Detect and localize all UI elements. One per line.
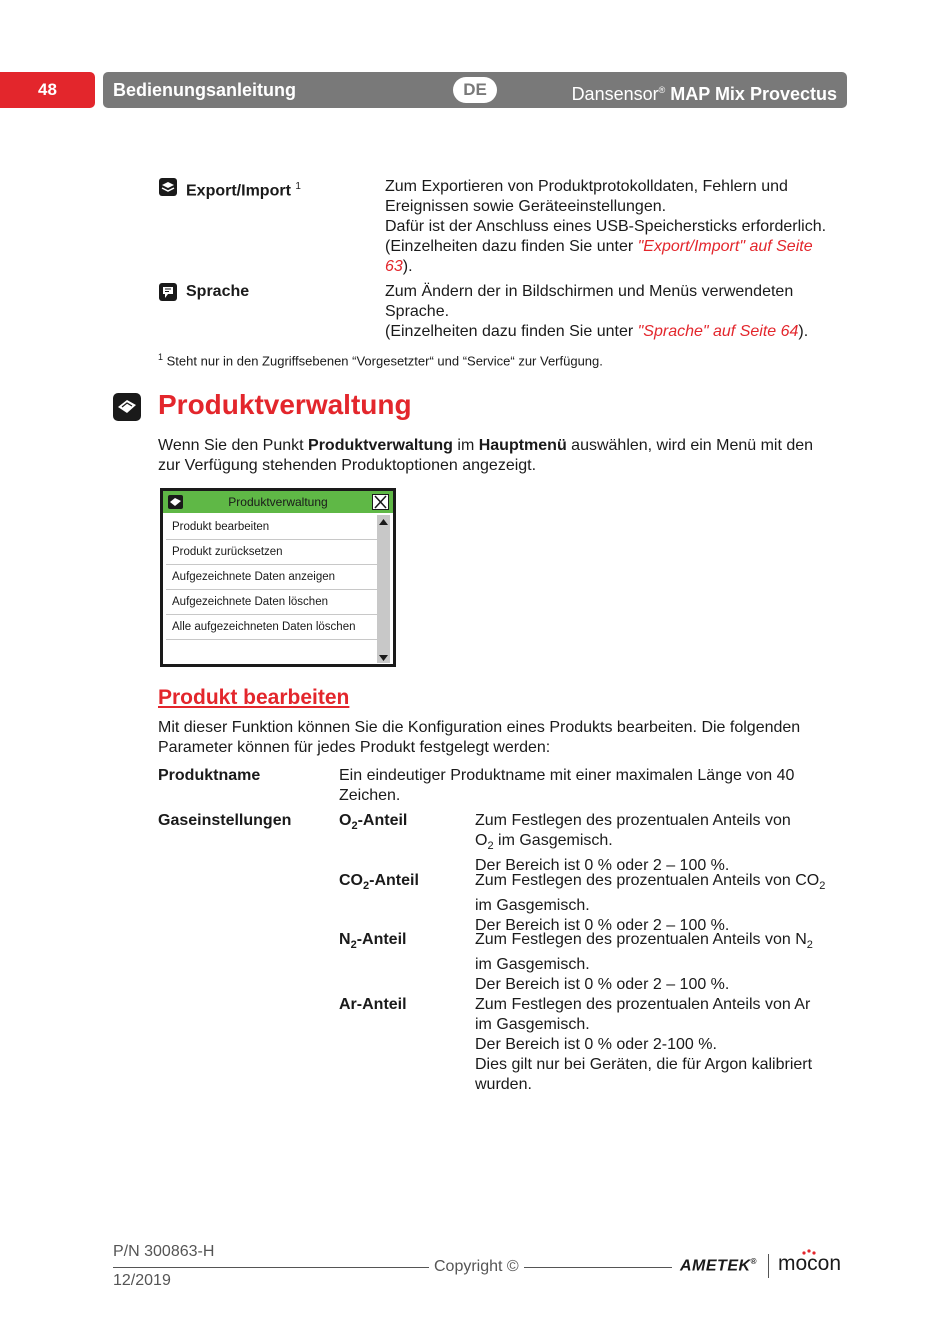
menu-item-delete-data[interactable]: Aufgezeichnete Daten löschen bbox=[166, 590, 378, 615]
device-screen bbox=[160, 488, 396, 667]
gas-label-o2: $O_2$-Anteil bbox=[339, 812, 408, 833]
menu-item-view-data[interactable]: Aufgezeichnete Daten anzeigen bbox=[166, 565, 378, 590]
option-label-export-import: Export/Import $^1$ bbox=[186, 181, 301, 200]
footer-copyright: Copyright © bbox=[434, 1258, 519, 1275]
brand-reg: ® bbox=[658, 85, 666, 95]
subsection-title: Produkt bearbeiten bbox=[158, 686, 350, 709]
gas-label-ar: Ar-Anteil bbox=[339, 996, 407, 1013]
footer-divider-left bbox=[113, 1267, 429, 1268]
menu-item-delete-all-data[interactable]: Alle aufgezeichneten Daten löschen bbox=[166, 615, 378, 640]
language-icon bbox=[159, 283, 177, 301]
link-export-import-page[interactable]: 63 bbox=[385, 258, 403, 275]
option-desc-export-import: Zum Exportieren von Produktprotokolldaten, Fehlern und Ereignissen sowie Geräteeinstellungen. Dafür ist der Anschluss eines USB-Speichersticks erforderlich. (Einzelheiten dazu finden Sie unter "Export/Import" auf Seite 63). bbox=[385, 178, 827, 275]
product-name: MAP Mix Provectus bbox=[670, 84, 837, 104]
scroll-up-icon[interactable] bbox=[377, 515, 390, 527]
footer-logo-separator bbox=[768, 1254, 769, 1278]
mocon-logo: mocon bbox=[778, 1252, 842, 1275]
footer-divider-right bbox=[524, 1267, 672, 1268]
close-icon[interactable] bbox=[372, 494, 389, 510]
screen-title: Produktverwaltung bbox=[228, 495, 328, 509]
footnote: $^1$ Steht nur in den Zugriffsebenen “Vorgesetzter“ und “Service“ zur Verfügung. bbox=[158, 352, 603, 369]
section-intro: Wenn Sie den Punkt Produktverwaltung im Hauptmenü auswählen, wird ein Menü mit den zur Verfügung stehenden Produktoptionen angezeigt. bbox=[158, 437, 814, 474]
scroll-down-icon[interactable] bbox=[377, 651, 390, 663]
footer-part-number: P/N 300863-H bbox=[113, 1243, 215, 1260]
header-title: Bedienungsanleitung bbox=[113, 80, 297, 100]
header-product bbox=[572, 72, 837, 112]
language-badge: DE bbox=[453, 77, 497, 103]
screen-menu-list bbox=[166, 515, 378, 640]
subsection-intro: Mit dieser Funktion können Sie die Konfiguration eines Produkts bearbeiten. Die folgenden Parameter können für jedes Produkt festgelegt werden: bbox=[158, 719, 801, 756]
product-management-icon bbox=[113, 393, 141, 421]
gas-desc-co2: Zum Festlegen des prozentualen Anteils von $CO_2$ im Gasgemisch. Der Bereich ist 0 % oder 2 – 100 %. bbox=[475, 872, 826, 935]
section-title: Produktverwaltung bbox=[158, 389, 412, 420]
menu-item-reset-product[interactable]: Produkt zurücksetzen bbox=[166, 540, 378, 565]
gas-desc-o2: Zum Festlegen des prozentualen Anteils von $O_2$ im Gasgemisch. Der Bereich ist 0 % oder 2 – 100 %. bbox=[475, 812, 791, 875]
export-import-icon bbox=[159, 178, 177, 196]
header-bar bbox=[103, 72, 847, 108]
page-number: 48 bbox=[0, 72, 95, 108]
param-label-gas: Gaseinstellungen bbox=[158, 812, 292, 829]
param-label-name: Produktname bbox=[158, 767, 261, 784]
footer-date: 12/2019 bbox=[113, 1272, 171, 1289]
scrollbar[interactable] bbox=[377, 515, 390, 663]
gas-desc-ar: Zum Festlegen des prozentualen Anteils von Ar im Gasgemisch. Der Bereich ist 0 % oder 2-100 %. Dies gilt nur bei Geräten, die für Argon kalibriert wurden. bbox=[475, 996, 813, 1093]
gas-desc-n2: Zum Festlegen des prozentualen Anteils von $N_2$ im Gasgemisch. Der Bereich ist 0 % oder 2 – 100 %. bbox=[475, 931, 813, 994]
link-language[interactable]: "Sprache" auf Seite 64 bbox=[637, 323, 799, 340]
ametek-logo: AMETEK® bbox=[680, 1257, 757, 1275]
param-desc-name: Ein eindeutiger Produktname mit einer maximalen Länge von 40 Zeichen. bbox=[339, 767, 795, 804]
gas-label-co2: $CO_2$-Anteil bbox=[339, 872, 419, 893]
screen-title-bar bbox=[163, 491, 393, 513]
brand-name: Dansensor bbox=[571, 84, 659, 104]
option-label-language: Sprache bbox=[186, 283, 250, 300]
gas-label-n2: $N_2$-Anteil bbox=[339, 931, 407, 952]
menu-item-edit-product[interactable]: Produkt bearbeiten bbox=[166, 515, 378, 540]
option-desc-language: Zum Ändern der in Bildschirmen und Menüs verwendeten Sprache. (Einzelheiten dazu finden Sie unter "Sprache" auf Seite 64). bbox=[385, 283, 809, 340]
link-export-import[interactable]: "Export/Import" auf Seite bbox=[637, 238, 813, 255]
